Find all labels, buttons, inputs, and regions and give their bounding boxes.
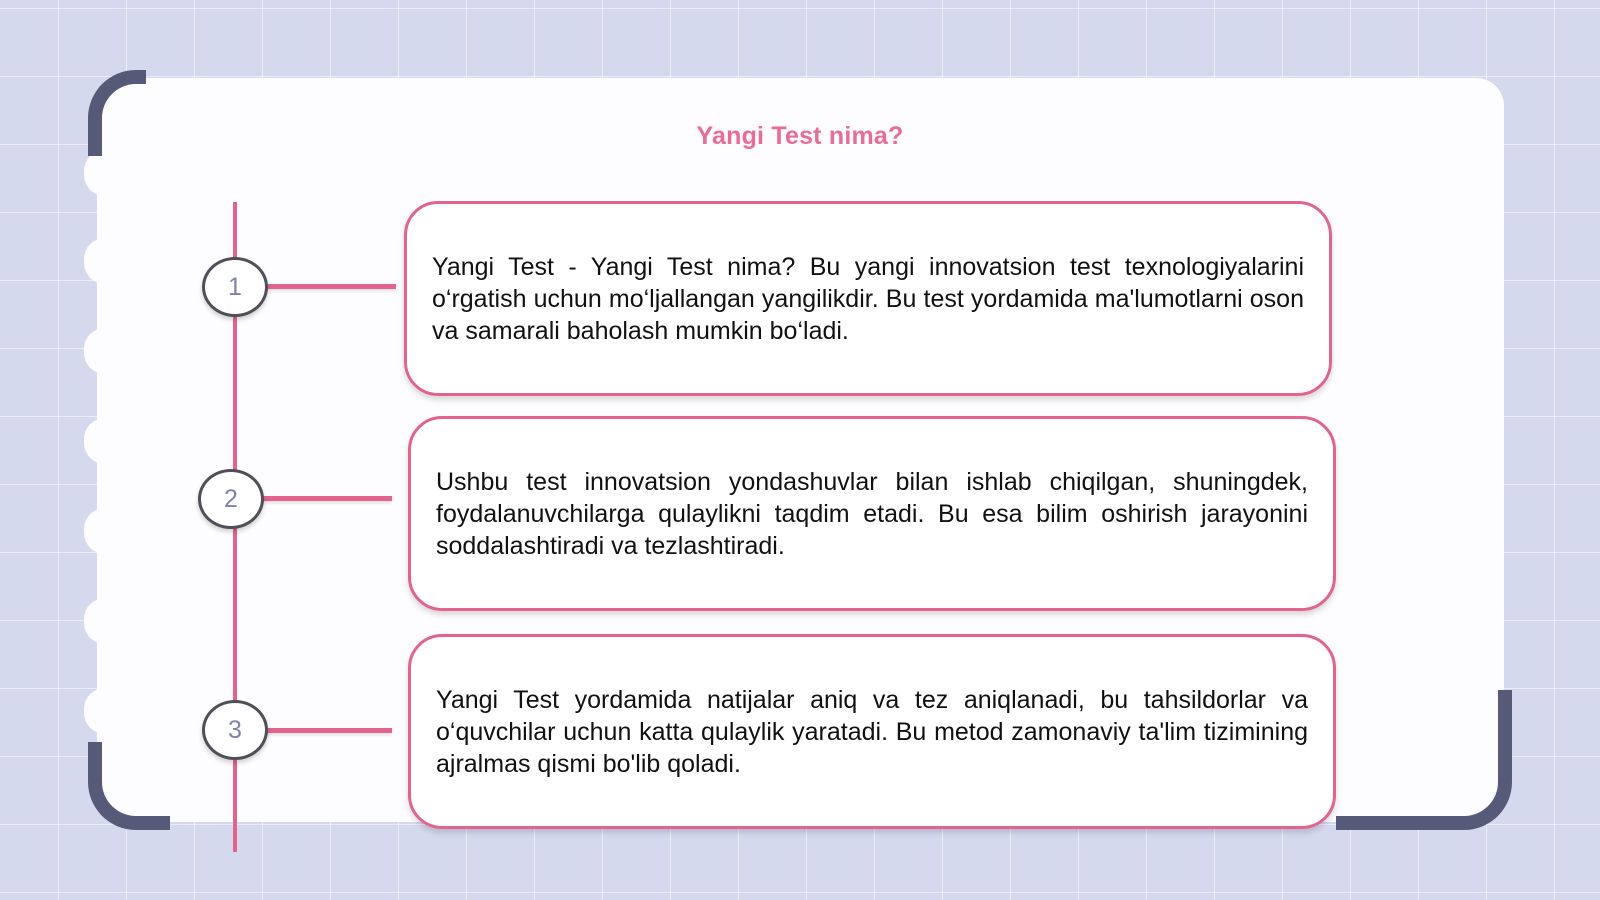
card-text: Yangi Test yordamida natijalar aniq va tez aniqlanadi, bu tahsildorlar va o‘quvchilar uchun katta qulaylik yaratadi. Bu metod zamonaviy ta'lim tizimining ajralmas qismi bo'lib qoladi. (436, 685, 1308, 778)
info-card (408, 416, 1336, 611)
paper-scallop (84, 328, 126, 374)
info-card (404, 201, 1332, 396)
step-number-badge: 1 (202, 257, 268, 317)
paper-scallop (84, 508, 126, 554)
step-number-badge: 2 (198, 469, 264, 529)
card-text: Ushbu test innovatsion yondashuvlar bilan ishlab chiqilgan, shuningdek, foydalanuvchilarga qulaylikni taqdim etadi. Bu esa bilim oshirish jarayonini soddalashtiradi va tezlashtiradi. (436, 467, 1308, 560)
slide-title: Yangi Test nima? (696, 122, 904, 150)
paper-scallop (84, 150, 126, 196)
card-text: Yangi Test - Yangi Test nima? Bu yangi innovatsion test texnologiyalarini o‘rgatish uchun mo‘ljallangan yangilikdir. Bu test yordamida ma'lumotlarni oson va samarali baholash mumkin bo‘ladi. (432, 252, 1304, 345)
frame-corner-bottom-left (88, 742, 170, 830)
info-card (408, 634, 1336, 829)
connector-line (262, 496, 392, 501)
paper-scallop (84, 598, 126, 644)
paper-scallop (84, 238, 126, 284)
step-number-badge: 3 (202, 700, 268, 760)
paper-scallop (84, 688, 126, 734)
frame-corner-bottom-right (1336, 690, 1512, 830)
paper-scallop (84, 418, 126, 464)
connector-line (266, 284, 396, 289)
connector-line (266, 728, 392, 733)
frame-corner-top-left (88, 70, 146, 156)
